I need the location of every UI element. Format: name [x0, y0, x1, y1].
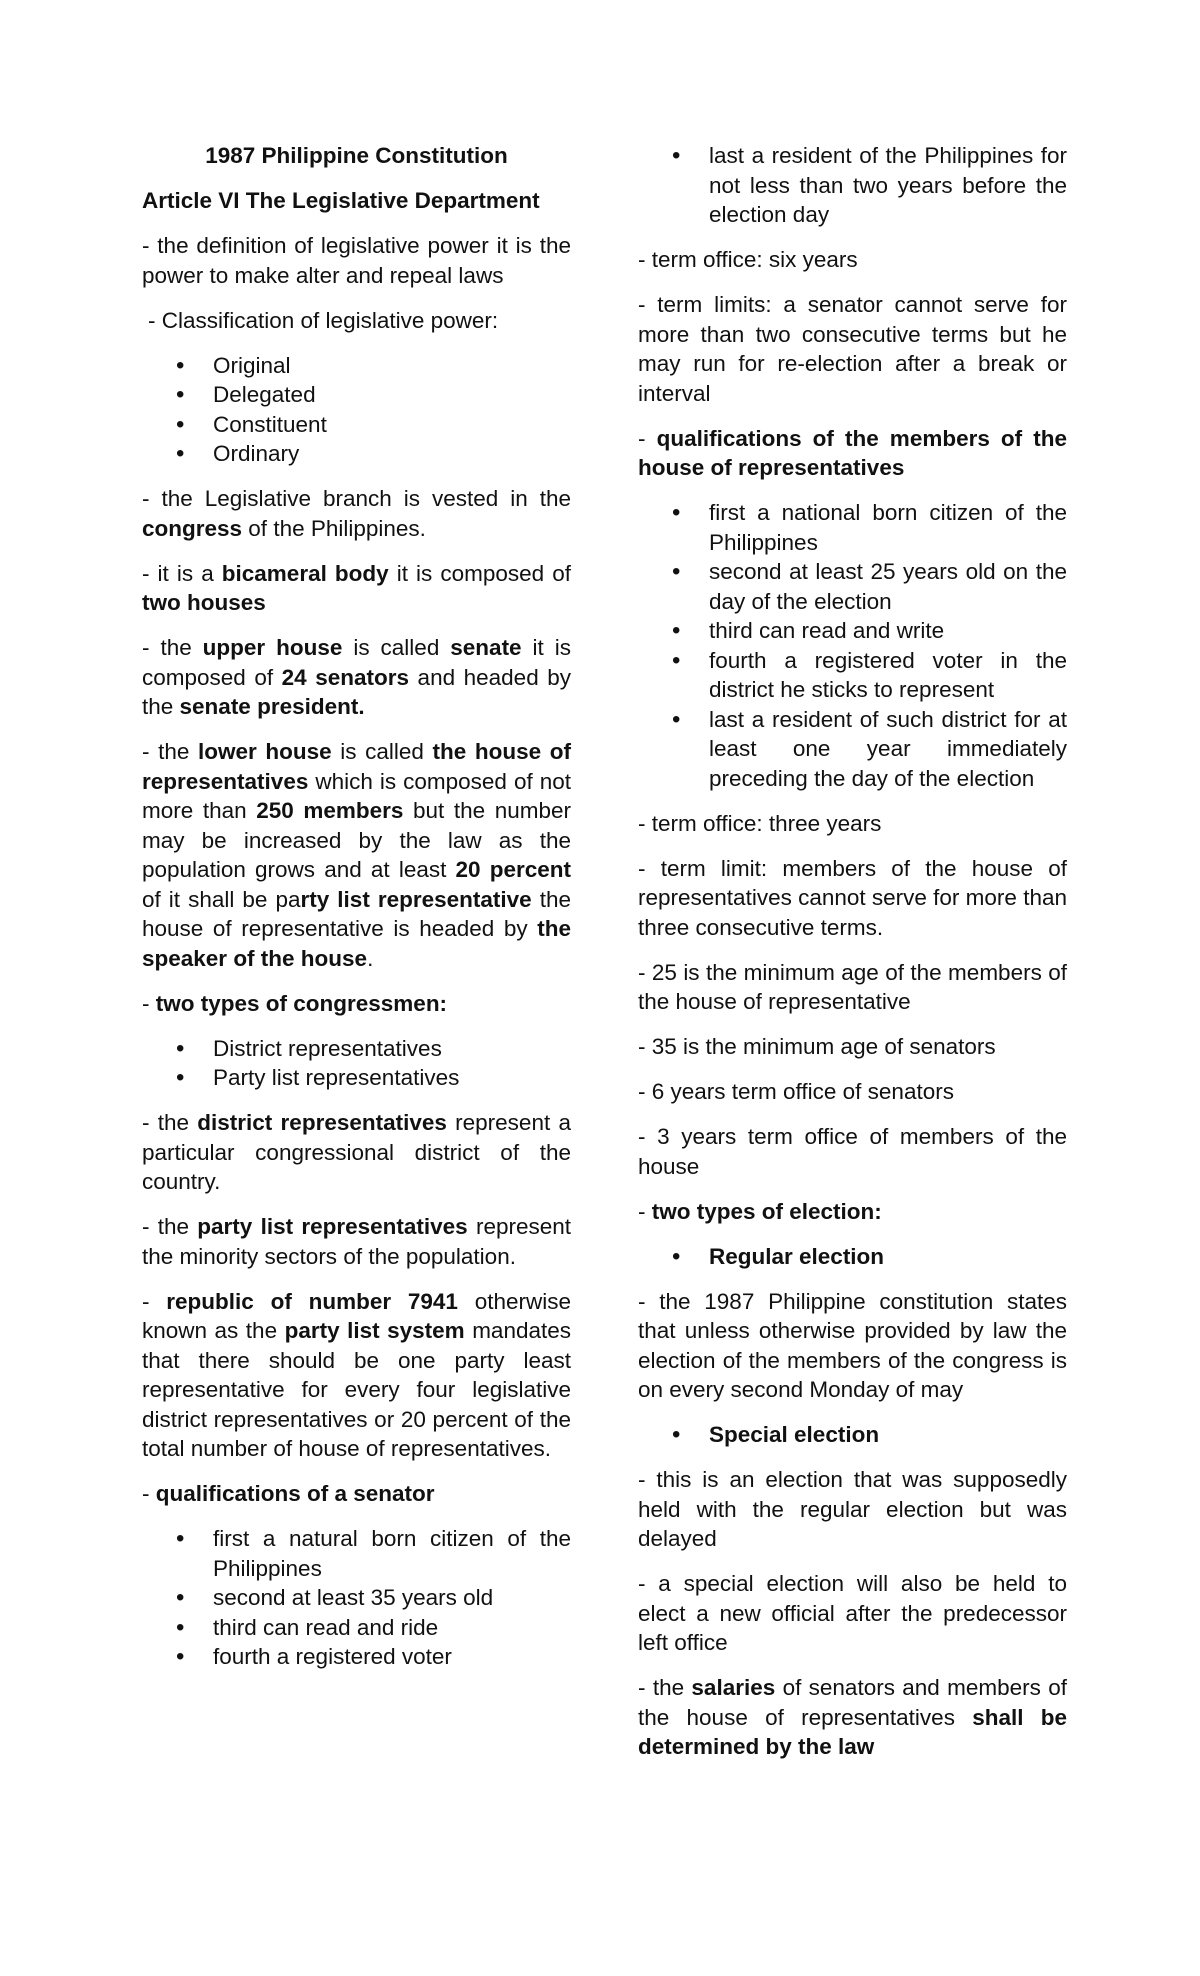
list-item: • third can read and ride — [142, 1613, 571, 1643]
regular-election-list — [638, 1242, 1067, 1272]
paragraph-special-election-successor: - a special election will also be held to elect a new official after the predecessor left office — [638, 1571, 1067, 1655]
list-item: • Constituent — [142, 410, 571, 440]
election-types-heading: - two types of election: — [638, 1198, 882, 1224]
list-item: • fourth a registered voter — [142, 1642, 571, 1672]
list-item: • second at least 25 years old on the day of the election — [638, 557, 1067, 616]
paragraph-special-election: - this is an election that was supposedly held with the regular election but was delayed — [638, 1467, 1067, 1551]
paragraph-district-reps: - the district representatives represent a particular congressional district of the country. — [142, 1110, 571, 1194]
paragraph-lower-house: - the lower house is called the house of representatives which is composed of not more than 250 members but the number may be increased by the law as the population grows and at least 20 percent of it shall be party list representative the house of representative is headed by the speaker of the house. — [142, 739, 572, 971]
senator-term-limits: - term limits: a senator cannot serve for more than two consecutive terms but he may run for re-election after a break or interval — [638, 292, 1067, 406]
house-term-office: - term office: three years — [638, 810, 882, 836]
list-item: • third can read and write — [638, 616, 1067, 646]
list-item: • first a natural born citizen of the Philippines — [142, 1524, 571, 1583]
paragraph-salaries: - the salaries of senators and members of the house of representatives shall be determined by the law — [638, 1675, 1067, 1759]
document-title: 1987 Philippine Constitution — [205, 143, 508, 168]
list-item: • Delegated — [142, 380, 571, 410]
senator-qualifications-heading: - qualifications of a senator — [142, 1481, 435, 1506]
article-heading: Article VI The Legislative Department — [142, 188, 540, 213]
house-qualifications-list — [638, 498, 1067, 793]
congressmen-heading: - two types of congressmen: — [142, 990, 448, 1016]
list-item: • fourth a registered voter in the district he sticks to represent — [638, 646, 1067, 705]
list-item: • Special election — [638, 1420, 1067, 1450]
paragraph-congress: - the Legislative branch is vested in the congress of the Philippines. — [142, 486, 571, 541]
senator-term-office: - term office: six years — [638, 247, 858, 272]
classification-heading: - Classification of legislative power: — [148, 307, 499, 333]
special-election-list — [638, 1420, 1067, 1450]
house-term-years: - 3 years term office of members of the house — [638, 1124, 1067, 1179]
paragraph-ra-7941: - republic of number 7941 otherwise known as the party list system mandates that there should be one party least representative for every four legislative district representatives or 20 percent of the total number of house of representatives. — [142, 1288, 572, 1461]
list-item: • District representatives — [142, 1034, 571, 1064]
house-term-limit: - term limit: members of the house of representatives cannot serve for more than three consecutive terms. — [638, 855, 1067, 940]
list-item: • Regular election — [638, 1242, 1067, 1272]
house-minimum-age: - 25 is the minimum age of the members of the house of representative — [638, 959, 1067, 1014]
paragraph-upper-house: - the upper house is called senate it is composed of 24 senators and headed by the senate president. — [142, 635, 572, 719]
left-column — [142, 141, 571, 1687]
list-item: • last a resident of the Philippines for not less than two years before the election day — [638, 141, 1067, 230]
senator-qualifications-list-cont — [638, 141, 1067, 230]
paragraph-party-list-reps: - the party list representatives represent the minority sectors of the population. — [142, 1214, 571, 1269]
right-column — [638, 141, 1067, 1777]
list-item: • last a resident of such district for at least one year immediately preceding the day of the election — [638, 705, 1067, 794]
congressmen-list — [142, 1034, 571, 1093]
paragraph-bicameral: - it is a bicameral body it is composed of two houses — [142, 560, 571, 615]
list-item: • second at least 35 years old — [142, 1583, 571, 1613]
list-item: • Original — [142, 351, 571, 381]
senator-qualifications-list — [142, 1524, 571, 1672]
list-item: • Party list representatives — [142, 1063, 571, 1093]
classification-list — [142, 351, 571, 469]
paragraph-regular-election: - the 1987 Philippine constitution states that unless otherwise provided by law the election of the members of the congress is on every second Monday of may — [638, 1288, 1067, 1402]
list-item: • Ordinary — [142, 439, 571, 469]
list-item: • first a national born citizen of the Philippines — [638, 498, 1067, 557]
senator-term-years: - 6 years term office of senators — [638, 1079, 954, 1104]
house-qualifications-heading: - qualifications of the members of the house of representatives — [638, 425, 1067, 480]
senator-minimum-age: - 35 is the minimum age of senators — [638, 1034, 996, 1059]
legislative-power-definition: - the definition of legislative power it is the power to make alter and repeal laws — [142, 233, 571, 288]
